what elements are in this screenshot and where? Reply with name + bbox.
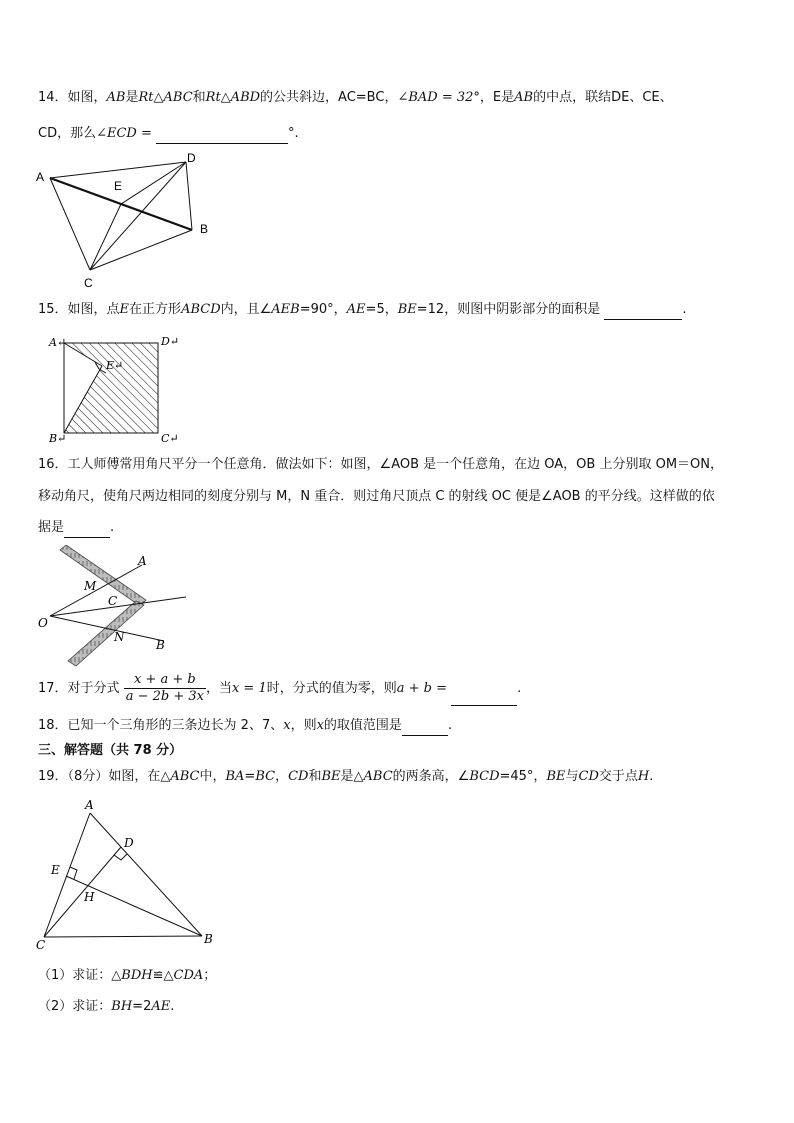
q15-math: AE xyxy=(346,302,366,317)
q19-right-angle-e xyxy=(70,867,77,879)
q19-label-b: B xyxy=(204,932,213,946)
q14-line1 xyxy=(38,88,673,108)
q15-figure xyxy=(44,332,194,447)
q19-label-h: H xyxy=(84,890,95,904)
q16-figure xyxy=(34,545,204,670)
q19-seg-cd xyxy=(44,847,121,937)
q16-line1: 16．工人师傅常用角尺平分一个任意角．做法如下：如图，∠AOB 是一个任意角，在边 OA，OB 上分别取 OM＝ON， xyxy=(38,457,723,472)
q16-label-c: C xyxy=(108,594,118,608)
q19-seg-ab xyxy=(90,813,202,936)
q15-line xyxy=(38,300,686,320)
q15-text: =90°， xyxy=(299,302,347,317)
q19-text: ， xyxy=(275,769,289,784)
q14-math: AB xyxy=(514,90,534,105)
q14-math: ∠BAD = 32° xyxy=(397,90,480,105)
q15-math: E xyxy=(119,302,130,317)
q14-label-a: A xyxy=(36,170,45,184)
q19-part1-text: ； xyxy=(203,968,217,983)
q16-label-a: A xyxy=(138,554,147,568)
q15-text: 在正方形 xyxy=(129,302,182,317)
q19-part2-text: =2 xyxy=(132,999,152,1014)
q16-text: . xyxy=(110,520,115,535)
q16-text: 据是 xyxy=(38,520,65,535)
q19-text: 19．（8分）如图，在△ xyxy=(38,769,171,784)
q17-fraction-denominator: a − 2b + 3x xyxy=(125,689,204,704)
q14-seg-cd xyxy=(90,162,186,270)
q14-math: ∠ECD = xyxy=(96,126,152,141)
q19-math: BE xyxy=(321,769,341,784)
q17-text: 17．对于分式 xyxy=(38,681,120,696)
q15-math: AEB xyxy=(271,302,300,317)
q19-line xyxy=(38,767,653,787)
q17-text: . xyxy=(517,681,522,696)
q19-math: ABC xyxy=(363,769,393,784)
q14-math: Rt△ABC xyxy=(138,90,193,105)
q19-figure xyxy=(32,797,222,952)
q15-text: . xyxy=(682,302,687,317)
q19-part2-text: . xyxy=(170,999,175,1014)
q14-text: 的中点，联结DE、CE、 xyxy=(533,90,673,105)
q18-line xyxy=(38,716,452,736)
q15-label-a: A↵ xyxy=(49,336,67,349)
q19-part1-math: BDH xyxy=(121,968,153,983)
q18-text: 18．已知一个三角形的三条边长为 2、7、 xyxy=(38,718,284,733)
q15-text: 内，且∠ xyxy=(220,302,272,317)
q19-part1 xyxy=(38,966,216,986)
q18-text: 的取值范围是 xyxy=(323,718,402,733)
q19-text: . xyxy=(649,769,654,784)
q16-ray-oc xyxy=(50,597,186,616)
q19-text: 与 xyxy=(565,769,579,784)
q19-math: CD xyxy=(288,769,309,784)
q15-text: =12，则图中阴影部分的面积是 xyxy=(416,302,601,317)
carpenter-square xyxy=(60,545,146,666)
q14-answer-blank[interactable] xyxy=(156,129,288,144)
q18-answer-blank[interactable] xyxy=(402,721,448,736)
q19-math: CD xyxy=(578,769,599,784)
q14-text: °. xyxy=(288,126,299,141)
q19-text: = xyxy=(244,769,256,784)
q14-line2 xyxy=(38,124,299,144)
q19-part2 xyxy=(38,997,174,1017)
q14-label-e: E xyxy=(114,179,123,193)
q19-text: 的两条高，∠ xyxy=(392,769,470,784)
section-heading: 三、解答题（共 78 分） xyxy=(38,743,183,758)
q19-part1-math: CDA xyxy=(173,968,204,983)
q14-seg-db xyxy=(186,162,192,230)
q14-text: CD，那么 xyxy=(38,126,97,141)
q19-math: BE xyxy=(546,769,566,784)
q15-label-d: D↵ xyxy=(161,335,180,348)
q17-text: 时，分式的值为零，则 xyxy=(266,681,397,696)
q18-text: . xyxy=(447,718,453,733)
q15-label-e: E↵ xyxy=(106,359,124,372)
q19-math: BCD xyxy=(469,769,500,784)
q15-text: =5， xyxy=(365,302,398,317)
q14-figure xyxy=(30,150,220,290)
q14-label-b: B xyxy=(200,222,209,236)
q17-fraction xyxy=(124,672,206,705)
q15-answer-blank[interactable] xyxy=(604,305,682,320)
q19-text: 和 xyxy=(308,769,322,784)
q19-math: H xyxy=(637,769,650,784)
q18-text: ，则 xyxy=(290,718,317,733)
q19-label-a: A xyxy=(85,798,94,812)
q14-text: 是 xyxy=(125,90,139,105)
q19-part1-text: ≌△ xyxy=(152,968,174,983)
q14-text: ，E是 xyxy=(479,90,515,105)
q19-text: 是△ xyxy=(340,769,364,784)
q19-part2-math: BH xyxy=(111,999,133,1014)
q18-math: x xyxy=(316,718,324,733)
q16-line2: 移动角尺，使角尺两边相同的刻度分别与 M，N 重合．则过角尺顶点 C 的射线 OC 便是∠AOB 的平分线。这样做的依 xyxy=(38,489,715,504)
q19-seg-cb xyxy=(44,936,202,937)
q19-seg-be xyxy=(66,876,202,936)
q15-shaded-region xyxy=(64,343,158,433)
q15-math: ABCD xyxy=(181,302,221,317)
q16-label-n: N xyxy=(114,630,125,644)
q14-math: Rt△ABD xyxy=(205,90,261,105)
q16-label-b: B xyxy=(156,638,165,652)
q19-text: =45°， xyxy=(499,769,547,784)
q19-math: ABC xyxy=(170,769,200,784)
q14-text: 14．如图， xyxy=(38,90,107,105)
ruler-arm-lower xyxy=(68,601,144,666)
q14-text: 和 xyxy=(192,90,206,105)
q16-label-o: O xyxy=(38,616,48,630)
q17-math: a + b = xyxy=(396,681,448,696)
q17-fraction-numerator: x + a + b xyxy=(124,672,206,689)
q14-seg-cb xyxy=(90,230,192,270)
ruler-arm-upper xyxy=(60,545,146,606)
q17-line xyxy=(38,672,521,708)
q19-right-angle-d xyxy=(114,854,127,860)
q14-math: AB xyxy=(106,90,126,105)
q19-text: 中， xyxy=(199,769,226,784)
q15-label-b: B↵ xyxy=(49,432,67,445)
q16-label-m: M xyxy=(84,579,97,593)
q14-seg-ac xyxy=(50,178,90,270)
q19-math: BA xyxy=(225,769,245,784)
q16-line3 xyxy=(38,518,114,538)
q19-part1-text: （1）求证：△ xyxy=(38,968,122,983)
q17-math: x = 1 xyxy=(231,681,267,696)
q17-answer-blank[interactable] xyxy=(451,691,517,706)
q15-label-c: C↵ xyxy=(161,432,179,445)
q15-text: 15．如图，点 xyxy=(38,302,120,317)
q19-label-e: E xyxy=(51,863,60,877)
q14-text: 的公共斜边，AC=BC， xyxy=(260,90,398,105)
q15-math: BE xyxy=(397,302,417,317)
q19-label-d: D xyxy=(124,836,134,850)
q19-label-c: C xyxy=(36,938,46,952)
q19-math: BC xyxy=(255,769,276,784)
q19-part2-text: （2）求证： xyxy=(38,999,112,1014)
q14-label-c: C xyxy=(84,276,93,290)
q14-label-d: D xyxy=(187,151,196,165)
q18-math: x xyxy=(283,718,291,733)
q19-part2-math: AE xyxy=(151,999,171,1014)
q16-answer-blank[interactable] xyxy=(64,523,110,538)
q17-text: ，当 xyxy=(205,681,232,696)
q19-text: 交于点 xyxy=(598,769,638,784)
